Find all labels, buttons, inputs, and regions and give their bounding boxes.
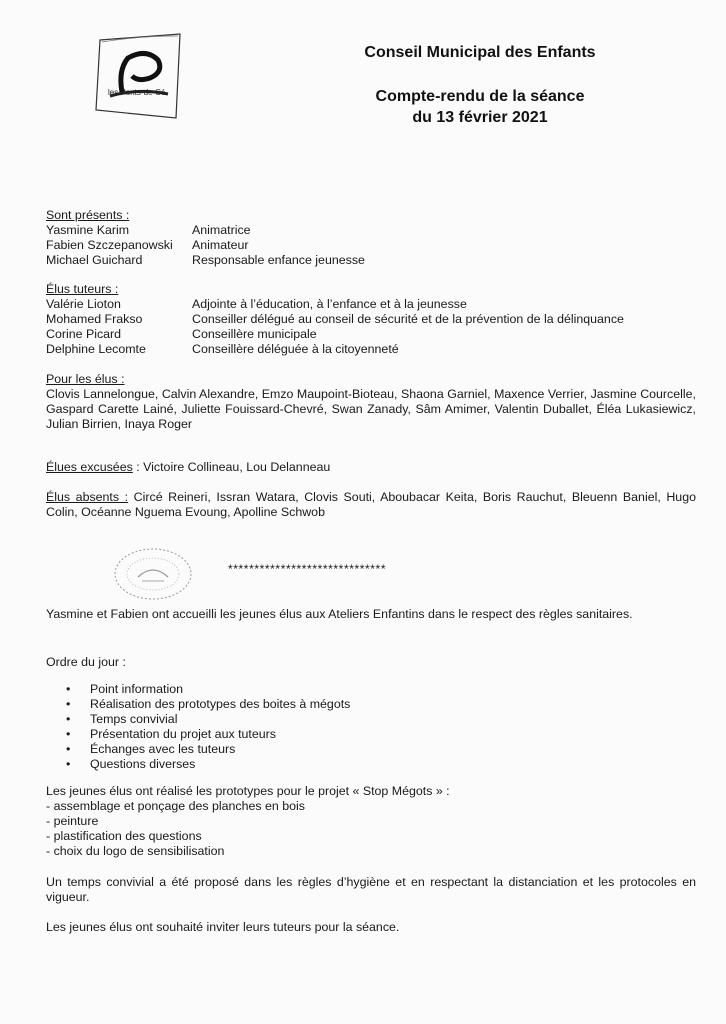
tuteurs-role-2: Conseiller délégué au conseil de sécurité et de la prévention de la délinquance bbox=[192, 312, 624, 326]
agenda-item-label: Point information bbox=[90, 682, 183, 696]
prototypes-step-1: - assemblage et ponçage des planches en bois bbox=[46, 799, 305, 813]
presents-role-2: Animateur bbox=[192, 238, 249, 252]
elus-heading: Pour les élus : bbox=[46, 372, 125, 386]
ordre-heading: Ordre du jour : bbox=[46, 655, 126, 669]
prototypes-step-4: - choix du logo de sensibilisation bbox=[46, 844, 225, 858]
bullet-icon: • bbox=[66, 712, 71, 726]
agenda-item-label: Présentation du projet aux tuteurs bbox=[90, 727, 276, 741]
excuses-paragraph bbox=[46, 460, 696, 475]
subtitle-line-1: Compte-rendu de la séance bbox=[375, 88, 585, 105]
agenda-list bbox=[66, 682, 350, 772]
absents-paragraph bbox=[46, 490, 696, 520]
presents-role-3: Responsable enfance jeunesse bbox=[192, 253, 365, 267]
section-separator: ****************************** bbox=[228, 562, 387, 576]
bullet-icon: • bbox=[66, 682, 71, 696]
excuses-heading: Élues excusées bbox=[46, 460, 133, 474]
document-subtitle bbox=[270, 86, 690, 128]
bullet-icon: • bbox=[66, 697, 71, 711]
tuteurs-name-1: Valérie Lioton bbox=[46, 297, 121, 311]
tuteurs-role-1: Adjointe à l’éducation, à l’enfance et à la jeunesse bbox=[192, 297, 467, 311]
prototypes-step-2: - peinture bbox=[46, 814, 99, 828]
presents-role-1: Animatrice bbox=[192, 223, 251, 237]
tuteurs-heading: Élus tuteurs : bbox=[46, 282, 119, 296]
bullet-icon: • bbox=[66, 727, 71, 741]
tuteurs-name-3: Corine Picard bbox=[46, 327, 122, 341]
absents-list: Circé Reineri, Issran Watara, Clovis Souti, Aboubacar Keita, Boris Rauchut, Bleuenn Baniel, Hugo Colin, Océanne Nguema Evoung, Apolline Schwob bbox=[46, 490, 696, 519]
prototypes-intro: Les jeunes élus ont réalisé les prototypes pour le projet « Stop Mégots » : bbox=[46, 784, 450, 798]
agenda-item bbox=[66, 697, 350, 712]
absents-heading: Élus absents : bbox=[46, 490, 129, 504]
presents-heading: Sont présents : bbox=[46, 208, 130, 222]
agenda-item-label: Réalisation des prototypes des boites à mégots bbox=[90, 697, 351, 711]
tuteurs-name-2: Mohamed Frakso bbox=[46, 312, 143, 326]
official-stamp bbox=[112, 545, 194, 603]
bullet-icon: • bbox=[66, 757, 71, 771]
agenda-item bbox=[66, 682, 350, 697]
invitation-paragraph: Les jeunes élus ont souhaité inviter leurs tuteurs pour la séance. bbox=[46, 920, 400, 934]
bullet-icon: • bbox=[66, 742, 71, 756]
document-title: Conseil Municipal des Enfants bbox=[364, 44, 596, 61]
excuses-list: : Victoire Collineau, Lou Delanneau bbox=[132, 460, 331, 474]
elus-list: Clovis Lannelongue, Calvin Alexandre, Emzo Maupoint-Bioteau, Shaona Garniel, Maxence Verrier, Jasmine Courcelle, Gaspard Carette Lainé, Juliette Fouissard-Chevré, Swan Zanady, Sâm Amimer, Valentin Duballet, Éléa Lukasiewicz, Julian Birrien, Inaya Roger bbox=[46, 387, 696, 431]
accueil-paragraph: Yasmine et Fabien ont accueilli les jeunes élus aux Ateliers Enfantins dans le respect des règles sanitaires. bbox=[46, 607, 633, 621]
tuteurs-role-3: Conseillère municipale bbox=[192, 327, 317, 341]
agenda-item-label: Échanges avec les tuteurs bbox=[90, 742, 236, 756]
presents-name-3: Michael Guichard bbox=[46, 253, 143, 267]
prototypes-step-3: - plastification des questions bbox=[46, 829, 202, 843]
presents-name-1: Yasmine Karim bbox=[46, 223, 130, 237]
agenda-item-label: Temps convivial bbox=[90, 712, 178, 726]
subtitle-line-2: du 13 février 2021 bbox=[412, 109, 548, 126]
presents-name-2: Fabien Szczepanowski bbox=[46, 238, 173, 252]
ponts-de-ce-logo bbox=[88, 30, 188, 125]
agenda-item bbox=[66, 727, 350, 742]
logo-caption: les Ponts-de-Cé bbox=[108, 88, 166, 97]
agenda-item bbox=[66, 712, 350, 727]
agenda-item bbox=[66, 742, 350, 757]
convivial-paragraph: Un temps convivial a été proposé dans les règles d’hygiène et en respectant la distanciation et les protocoles en vigueur. bbox=[46, 875, 696, 904]
agenda-item bbox=[66, 757, 350, 772]
agenda-item-label: Questions diverses bbox=[90, 757, 196, 771]
tuteurs-role-4: Conseillère déléguée à la citoyenneté bbox=[192, 342, 399, 356]
tuteurs-name-4: Delphine Lecomte bbox=[46, 342, 146, 356]
